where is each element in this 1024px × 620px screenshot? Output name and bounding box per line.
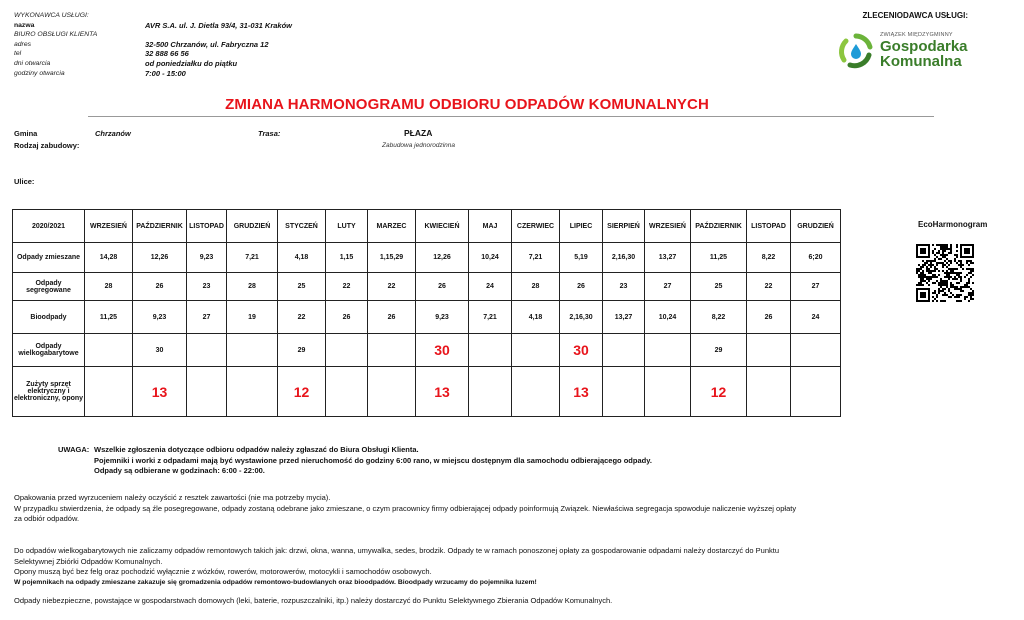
zabudowa-value: Zabudowa jednorodzinna [382, 142, 455, 149]
month-header: WRZESIEŃ [645, 210, 691, 243]
month-header: WRZESIEŃ [85, 210, 133, 243]
table-cell: 8,22 [747, 243, 791, 273]
logo-line2: Gospodarka [880, 37, 968, 55]
table-cell: 12,26 [133, 243, 187, 273]
month-header: LISTOPAD [187, 210, 227, 243]
client-label: ZLECENIODAWCA USŁUGI: [862, 11, 968, 20]
table-cell: 7,21 [512, 243, 560, 273]
table-cell [85, 334, 133, 367]
contractor-name: AVR S.A. ul. J. Dietla 93/4, 31-031 Kraków [145, 20, 293, 30]
table-cell: 13 [416, 367, 469, 417]
address-value: 32-500 Chrzanów, ul. Fabryczna 12 [145, 39, 269, 49]
month-header: PAŹDZIERNIK [691, 210, 747, 243]
month-header: CZERWIEC [512, 210, 560, 243]
table-cell: 12,26 [416, 243, 469, 273]
month-header: LIPIEC [560, 210, 603, 243]
table-cell: 26 [747, 301, 791, 334]
row-label: Odpady wielkogabarytowe [13, 334, 85, 367]
table-cell: 14,28 [85, 243, 133, 273]
table-row [13, 301, 841, 334]
address-label: adres [14, 40, 32, 48]
month-header: MARZEC [368, 210, 416, 243]
gmina-value: Chrzanów [95, 129, 131, 138]
table-cell: 30 [133, 334, 187, 367]
table-cell: 28 [227, 273, 278, 301]
table-cell: 22 [278, 301, 326, 334]
table-header-row [13, 210, 841, 243]
table-cell: 22 [368, 273, 416, 301]
table-cell: 22 [747, 273, 791, 301]
table-cell: 11,25 [85, 301, 133, 334]
table-cell: 10,24 [645, 301, 691, 334]
table-cell [326, 367, 368, 417]
table-cell [645, 334, 691, 367]
note-line: Selektywnej Zbiórki Odpadów Komunalnych. [14, 556, 163, 566]
note-line: Opony muszą być bez felg oraz pochodzić wyłącznie z wózków, rowerów, motorowerów, motocykli i samochodów osobowych. [14, 567, 432, 576]
table-cell: 7,21 [227, 243, 278, 273]
table-cell: 2,16,30 [560, 301, 603, 334]
table-cell [603, 367, 645, 417]
table-cell: 29 [691, 334, 747, 367]
uwaga-text [94, 445, 652, 477]
table-cell: 6;20 [791, 243, 841, 273]
table-cell [791, 367, 841, 417]
table-cell: 28 [512, 273, 560, 301]
phone-value: 32 888 66 56 [145, 49, 189, 59]
table-cell: 25 [691, 273, 747, 301]
table-cell: 24 [791, 301, 841, 334]
table-cell: 26 [368, 301, 416, 334]
table-cell: 26 [326, 301, 368, 334]
table-cell: 7,21 [469, 301, 512, 334]
title-divider [88, 116, 934, 117]
table-cell: 13 [133, 367, 187, 417]
table-cell [187, 334, 227, 367]
table-cell: 9,23 [187, 243, 227, 273]
table-cell: 25 [278, 273, 326, 301]
table-cell: 2,16,30 [603, 243, 645, 273]
table-cell [645, 367, 691, 417]
table-cell: 5,19 [560, 243, 603, 273]
table-cell: 1,15 [326, 243, 368, 273]
table-cell [603, 334, 645, 367]
table-cell: 26 [560, 273, 603, 301]
table-cell [512, 334, 560, 367]
gmina-label: Gmina [14, 129, 38, 138]
table-cell: 30 [416, 334, 469, 367]
table-cell [747, 367, 791, 417]
table-cell: 23 [603, 273, 645, 301]
table-cell [326, 334, 368, 367]
page-title: ZMIANA HARMONOGRAMU ODBIORU ODPADÓW KOMUNALNYCH [225, 96, 709, 113]
trasa-label: Trasa: [258, 129, 281, 138]
row-label: Zużyty sprzęt elektryczny i elektroniczny, opony [13, 367, 85, 417]
table-cell: 11,25 [691, 243, 747, 273]
note-paragraph-3: Odpady niebezpieczne, powstające w gospodarstwach domowych (leki, baterie, rozpuszczalniki, itp.) należy dostarczyć do Punktu Selektywnego Zbierania Odpadów Komunalnych. [14, 596, 613, 605]
table-cell [368, 334, 416, 367]
table-row [13, 367, 841, 417]
table-cell: 23 [187, 273, 227, 301]
recycle-logo-icon [838, 33, 874, 69]
table-cell [187, 367, 227, 417]
uwaga-label-text: UWAGA: [58, 445, 90, 454]
table-cell: 12 [691, 367, 747, 417]
month-header: LUTY [326, 210, 368, 243]
table-cell: 27 [187, 301, 227, 334]
table-cell: 26 [416, 273, 469, 301]
table-cell: 13,27 [603, 301, 645, 334]
table-cell: 28 [85, 273, 133, 301]
client-logo [838, 28, 988, 74]
note-paragraph-2 [14, 546, 779, 588]
open-days-label: dni otwarcia [14, 59, 51, 67]
table-cell [227, 367, 278, 417]
note-line: Opakowania przed wyrzuceniem należy oczyścić z resztek zawartości (nie ma potrzeby mycia). [14, 493, 331, 502]
table-cell: 8,22 [691, 301, 747, 334]
uwaga-label [58, 445, 89, 456]
row-label: Odpady segregowane [13, 273, 85, 301]
contractor-label: WYKONAWCA USŁUGI: [14, 12, 89, 19]
table-cell: 4,18 [278, 243, 326, 273]
table-cell: 13 [560, 367, 603, 417]
ulice-label: Ulice: [14, 177, 35, 186]
qr-code-icon[interactable] [916, 237, 974, 309]
table-cell [227, 334, 278, 367]
contractor-name-label: nazwa [14, 21, 35, 29]
trasa-value: PŁAZA [404, 128, 433, 138]
eco-title: EcoHarmonogram [918, 220, 988, 229]
table-cell: 24 [469, 273, 512, 301]
table-cell: 19 [227, 301, 278, 334]
table-cell [469, 334, 512, 367]
office-label: BIURO OBSŁUGI KLIENTA [14, 31, 98, 39]
table-cell: 10,24 [469, 243, 512, 273]
note-line: Do odpadów wielkogabarytowych nie zaliczamy odpadów remontowych takich jak: drzwi, okna, wanna, umywalka, sedes, brodzik. Odpady te w ramach ponoszonej opłaty za gospodarowanie odpadami należy dostarczyć do Punktu [14, 546, 779, 555]
note-bold-line: W pojemnikach na odpady zmieszane zakazuje się gromadzenia odpadów remontowo-budowlanych oraz bioodpadów. Bioodpady wrzucamy do pojemnika luzem! [14, 578, 537, 586]
month-header: PAŹDZIERNIK [133, 210, 187, 243]
month-header: MAJ [469, 210, 512, 243]
table-cell [747, 334, 791, 367]
row-label: Bioodpady [13, 301, 85, 334]
table-row [13, 273, 841, 301]
table-cell: 4,18 [512, 301, 560, 334]
note-line: W przypadku stwierdzenia, że odpady są źle posegregowane, odpady zostaną odebrane jako zmieszane, o czym pracownicy firmy odbierającej odpady poinformują Związek. Niewłaściwa segregacja spowoduje naliczenie wyższej opłaty [14, 503, 797, 513]
month-header: KWIECIEŃ [416, 210, 469, 243]
year-header: 2020/2021 [13, 210, 85, 243]
logo-line3: Komunalna [880, 52, 962, 70]
uwaga-line: Pojemniki i worki z odpadami mają być wystawione przed nieruchomość do godziny 6:00 rano, w miejscu dostępnym dla samochodu odbierającego odpady. [94, 455, 652, 465]
contractor-info [14, 11, 344, 78]
table-row [13, 334, 841, 367]
table-cell: 12 [278, 367, 326, 417]
open-hours-label: godziny otwarcia [14, 69, 65, 77]
table-cell [512, 367, 560, 417]
month-header: GRUDZIEŃ [227, 210, 278, 243]
month-header: STYCZEŃ [278, 210, 326, 243]
open-hours-value: 7:00 - 15:00 [145, 68, 186, 78]
table-cell: 9,23 [416, 301, 469, 334]
table-cell: 26 [133, 273, 187, 301]
table-cell [469, 367, 512, 417]
open-days-value: od poniedziałku do piątku [145, 58, 238, 68]
table-cell [368, 367, 416, 417]
table-cell: 13,27 [645, 243, 691, 273]
uwaga-line: Wszelkie zgłoszenia dotyczące odbioru odpadów należy zgłaszać do Biura Obsługi Klienta. [94, 445, 419, 454]
table-cell: 27 [791, 273, 841, 301]
phone-label: tel [14, 50, 22, 58]
month-header: SIERPIEŃ [603, 210, 645, 243]
table-cell: 27 [645, 273, 691, 301]
zabudowa-label: Rodzaj zabudowy: [14, 141, 80, 150]
table-cell: 30 [560, 334, 603, 367]
note-paragraph-1 [14, 493, 796, 525]
month-header: GRUDZIEŃ [791, 210, 841, 243]
note-line: za odbiór odpadów. [14, 514, 80, 523]
table-cell: 22 [326, 273, 368, 301]
table-cell [85, 367, 133, 417]
table-cell: 29 [278, 334, 326, 367]
logo-line1: ZWIĄZEK MIĘDZYGMINNY [880, 32, 953, 39]
table-cell [791, 334, 841, 367]
row-label: Odpady zmieszane [13, 243, 85, 273]
table-cell: 9,23 [133, 301, 187, 334]
uwaga-line: Odpady są odbierane w godzinach: 6:00 - 22:00. [94, 466, 265, 475]
table-row [13, 243, 841, 273]
schedule-table [12, 209, 841, 417]
month-header: LISTOPAD [747, 210, 791, 243]
table-cell: 1,15,29 [368, 243, 416, 273]
